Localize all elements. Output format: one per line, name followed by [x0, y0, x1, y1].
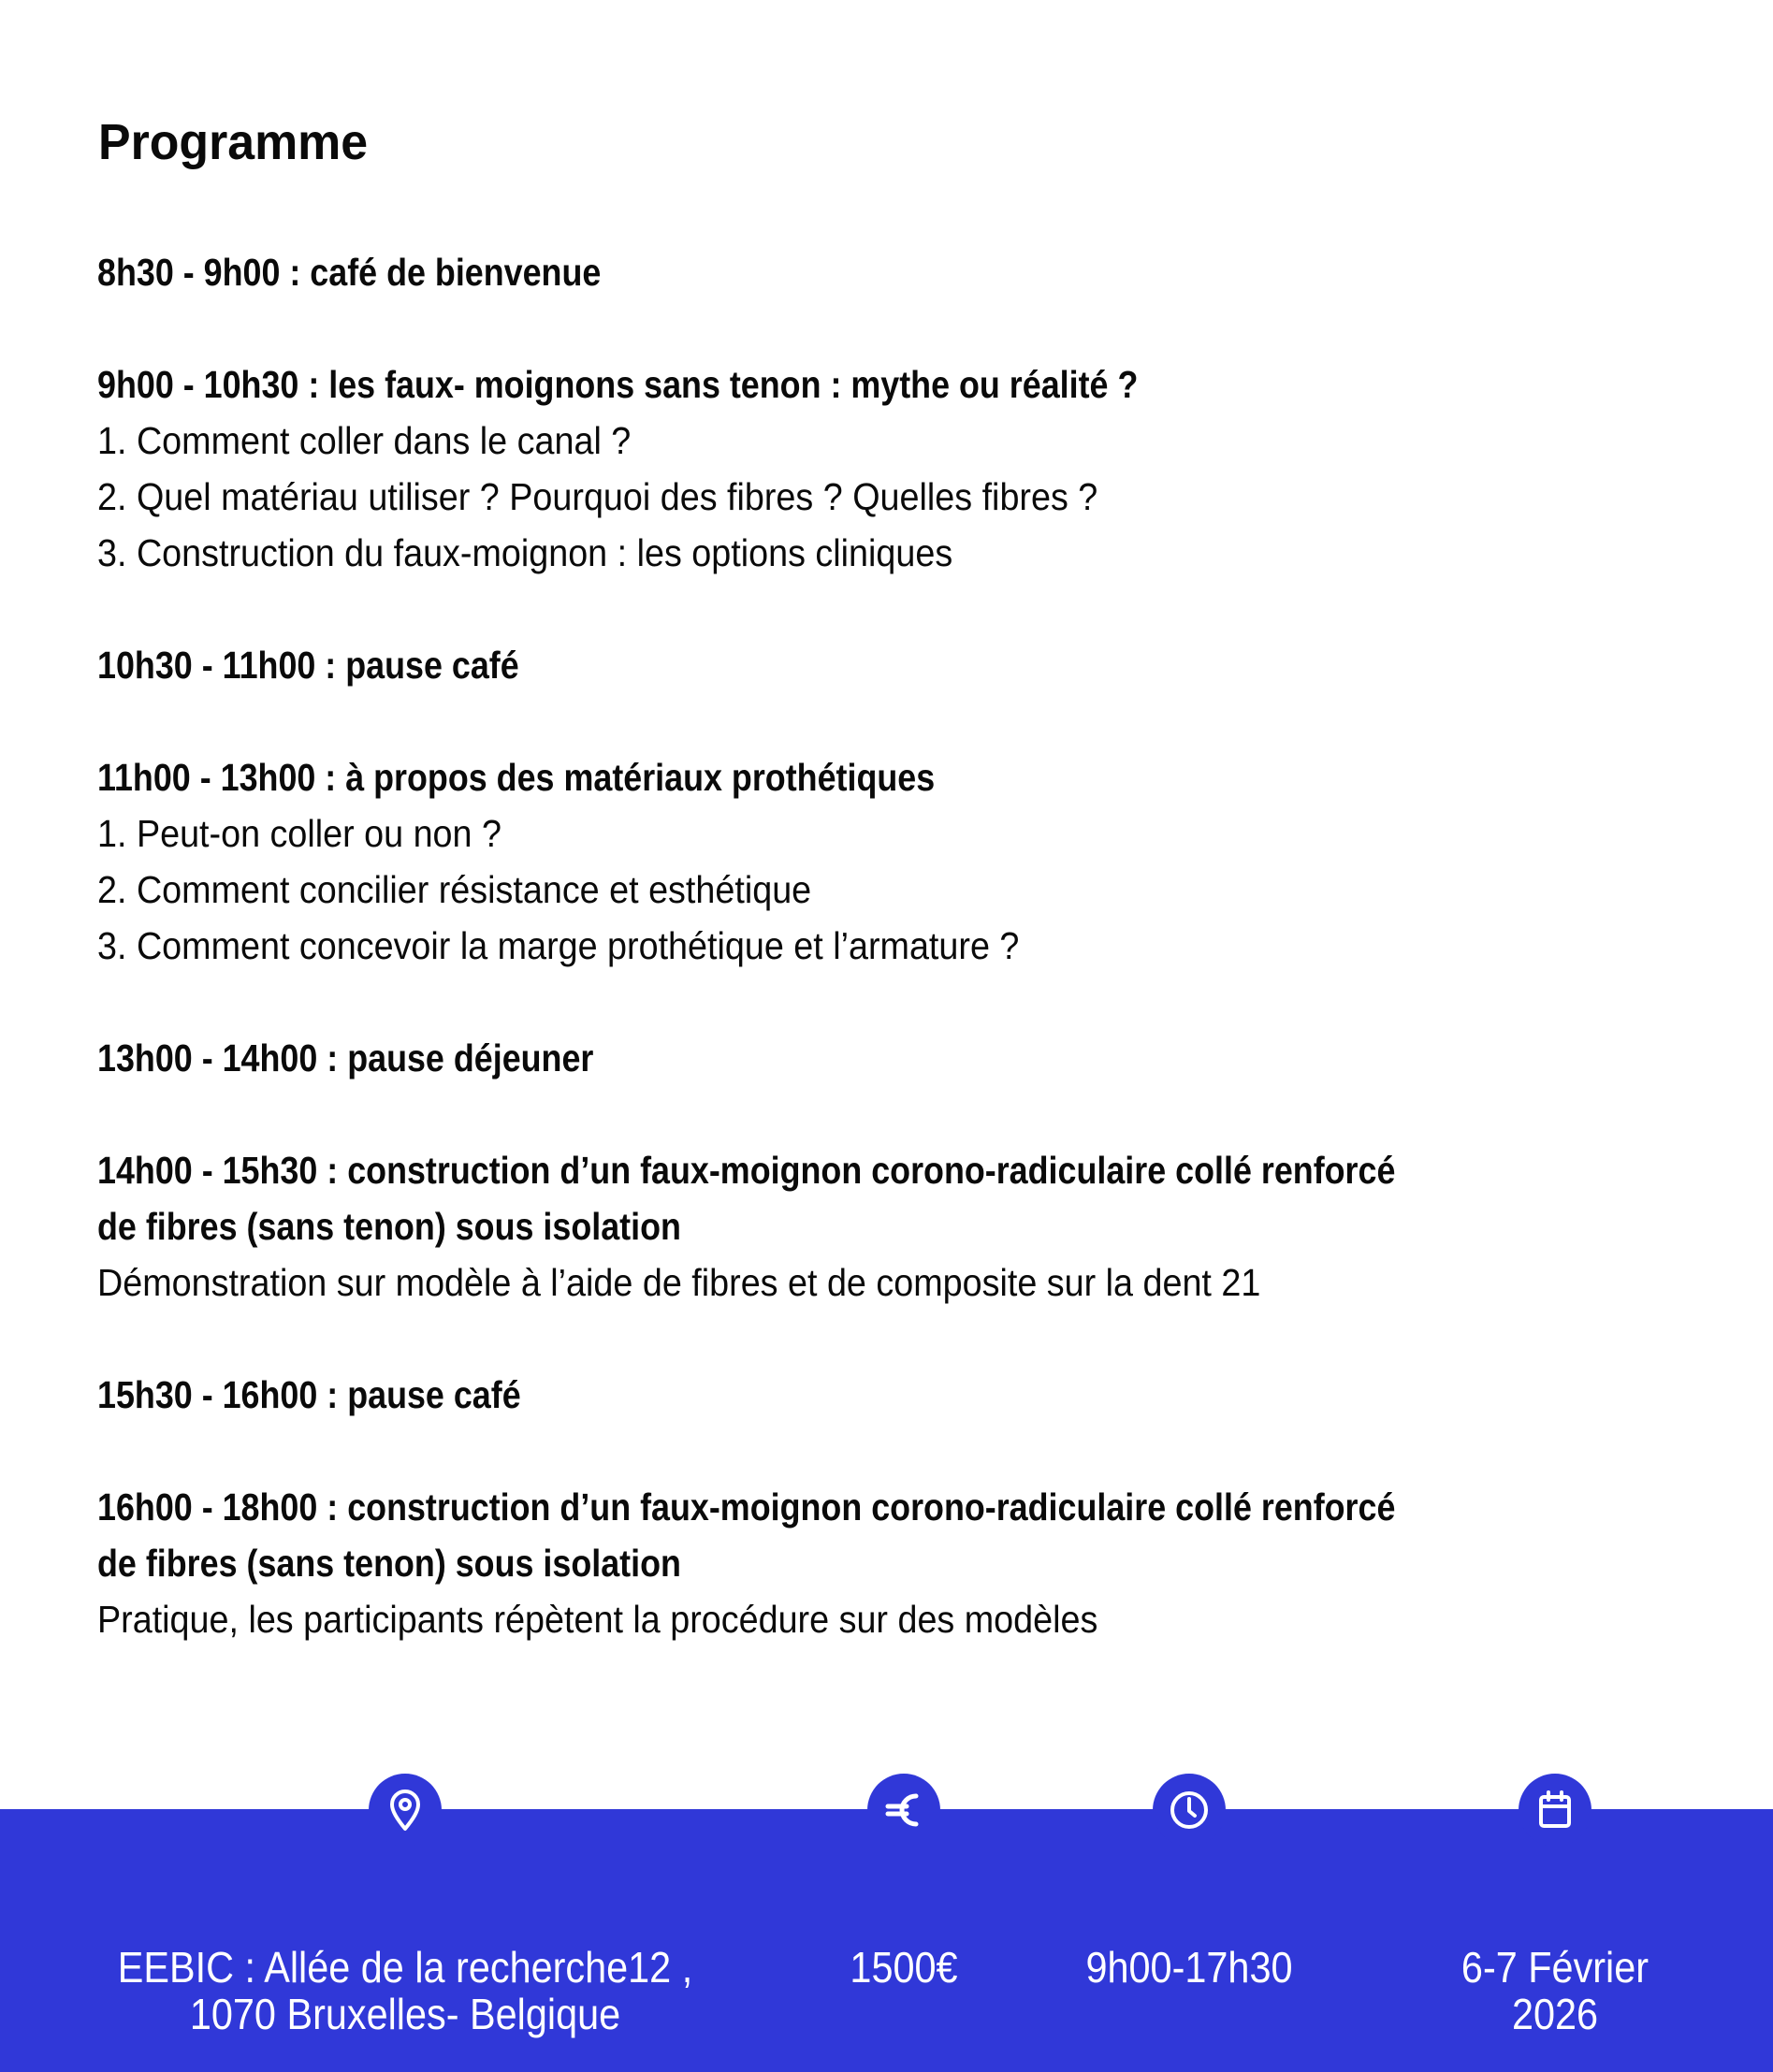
programme-item — [97, 356, 1763, 581]
programme-item-detail: 2. Comment concilier résistance et esthétique — [97, 868, 812, 911]
programme-item — [97, 1030, 1763, 1086]
location-line-2 — [78, 1991, 733, 2037]
programme-item-detail: 3. Construction du faux-moignon : les options cliniques — [97, 531, 953, 574]
time-text: 9h00-17h30 — [1085, 1943, 1293, 1992]
programme-item-detail: Pratique, les participants répètent la procédure sur des modèles — [97, 1598, 1098, 1641]
programme-item-heading: 11h00 - 13h00 : à propos des matériaux prothétiques — [97, 756, 936, 799]
programme-item-heading-continued: de fibres (sans tenon) sous isolation — [97, 1205, 681, 1248]
clock-icon — [1153, 1774, 1226, 1847]
programme-item — [97, 1367, 1763, 1423]
programme-item-detail: 2. Quel matériau utiliser ? Pourquoi des fibres ? Quelles fibres ? — [97, 475, 1098, 518]
date-line-2 — [1228, 1991, 1773, 2037]
info-date — [1228, 1774, 1773, 2037]
programme-item — [97, 749, 1763, 974]
map-pin-icon — [369, 1774, 442, 1847]
programme-item-detail: 1. Comment coller dans le canal ? — [97, 419, 632, 462]
page-title: Programme — [98, 114, 369, 170]
calendar-icon — [1519, 1774, 1591, 1847]
date-text-1: 6-7 Février — [1461, 1943, 1649, 1992]
programme-item-heading: 15h30 - 16h00 : pause café — [97, 1373, 521, 1416]
programme-item-detail: Démonstration sur modèle à l’aide de fibres et de composite sur la dent 21 — [97, 1261, 1261, 1304]
programme-item-detail: 3. Comment concevoir la marge prothétique et l’armature ? — [97, 924, 1020, 967]
programme-item-heading: 8h30 - 9h00 : café de bienvenue — [97, 251, 602, 294]
programme-item-heading: 16h00 - 18h00 : construction d’un faux-moignon corono-radiculaire collé renforcé — [97, 1485, 1396, 1529]
programme-list — [97, 244, 1763, 1703]
price-text: 1500€ — [850, 1943, 958, 1992]
programme-item-heading-continued: de fibres (sans tenon) sous isolation — [97, 1542, 681, 1585]
programme-item-heading: 14h00 - 15h30 : construction d’un faux-moignon corono-radiculaire collé renforcé — [97, 1149, 1396, 1192]
location-text-1: EEBIC : Allée de la recherche12 , — [117, 1943, 693, 1992]
location-text-2: 1070 Bruxelles- Belgique — [189, 1990, 621, 2038]
programme-item — [97, 1479, 1763, 1647]
programme-item-heading: 10h30 - 11h00 : pause café — [97, 644, 519, 687]
programme-item — [97, 1142, 1763, 1311]
programme-item-detail: 1. Peut-on coller ou non ? — [97, 812, 501, 855]
programme-item — [97, 637, 1763, 693]
date-line-1 — [1228, 1944, 1773, 1991]
programme-item-heading: 9h00 - 10h30 : les faux- moignons sans tenon : mythe ou réalité ? — [97, 363, 1139, 406]
date-text-2: 2026 — [1511, 1990, 1599, 2038]
programme-item-heading: 13h00 - 14h00 : pause déjeuner — [97, 1036, 594, 1079]
programme-item — [97, 244, 1763, 300]
